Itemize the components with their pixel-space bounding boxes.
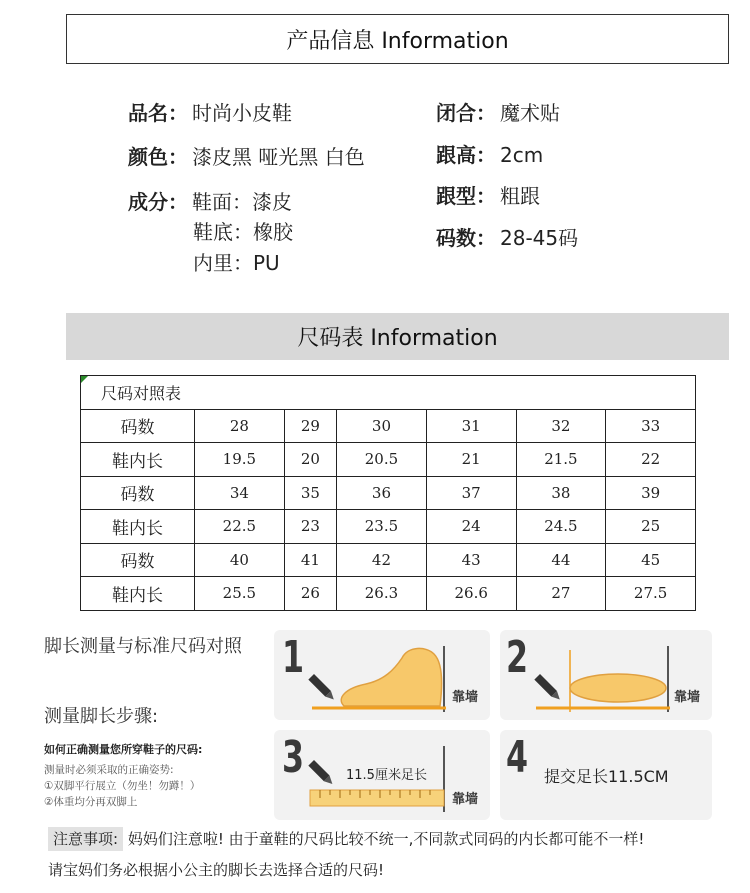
colon: ：	[168, 101, 188, 125]
note-line-1	[48, 828, 644, 849]
step-number: 4	[506, 732, 529, 783]
product-info-title	[66, 14, 729, 64]
step-panel-3	[274, 730, 490, 820]
info-sizes-key: 码数	[436, 226, 476, 250]
step-panel-2	[500, 630, 712, 720]
note-line-2: 请宝妈们务必根据小公主的脚长去选择合适的尺码!	[48, 861, 385, 879]
table-cell: 27.5	[606, 577, 696, 611]
howto-line: 测量时必须采取的正确姿势:	[44, 764, 174, 776]
table-cell: 25.5	[195, 577, 285, 611]
footprint-illustration	[500, 630, 712, 720]
step-panel-1	[274, 630, 490, 720]
howto-title: 如何正确测量您所穿鞋子的尺码:	[44, 743, 203, 756]
info-heel-height-key: 跟高	[436, 143, 476, 167]
submit-length-text: 提交足长11.5CM	[544, 767, 669, 786]
table-cell: 26.6	[426, 577, 516, 611]
table-cell: 40	[195, 543, 285, 577]
info-closure-key: 闭合	[436, 101, 476, 125]
table-cell: 41	[284, 543, 336, 577]
table-row	[81, 476, 696, 510]
table-row	[81, 443, 696, 477]
row-label: 码数	[81, 543, 195, 577]
composition-sole-text: 鞋底：橡胶	[193, 220, 293, 244]
size-chart-header	[66, 313, 729, 360]
table-cell: 25	[606, 510, 696, 544]
table-cell: 36	[337, 476, 427, 510]
table-cell: 42	[337, 543, 427, 577]
ruler-caption: 11.5厘米足长	[346, 768, 427, 783]
table-row	[81, 510, 696, 544]
colon: ：	[476, 184, 496, 208]
table-cell: 23.5	[337, 510, 427, 544]
composition-lining-text: 内里：PU	[193, 251, 280, 275]
table-cell: 32	[516, 409, 606, 443]
info-name-key: 品名	[128, 101, 168, 125]
info-name-value: 时尚小皮鞋	[192, 101, 292, 125]
table-cell: 30	[337, 409, 427, 443]
table-cell: 21.5	[516, 443, 606, 477]
table-cell: 26	[284, 577, 336, 611]
table-cell: 24	[426, 510, 516, 544]
table-cell: 44	[516, 543, 606, 577]
row-label: 码数	[81, 476, 195, 510]
table-cell: 22.5	[195, 510, 285, 544]
steps-heading: 测量脚长步骤:	[44, 706, 159, 727]
row-label: 鞋内长	[81, 577, 195, 611]
info-color-value: 漆皮黑 哑光黑 白色	[192, 145, 365, 169]
table-row	[81, 543, 696, 577]
table-cell: 27	[516, 577, 606, 611]
colon: ：	[476, 226, 496, 250]
info-heel-type-key: 跟型	[436, 184, 476, 208]
info-heel-type-value: 粗跟	[500, 184, 540, 208]
row-label: 码数	[81, 409, 195, 443]
table-cell: 34	[195, 476, 285, 510]
note-text: 妈妈们注意啦! 由于童鞋的尺码比较不统一,不同款式同码的内长都可能不一样!	[123, 830, 645, 848]
info-composition-value: 鞋面：漆皮	[192, 190, 292, 214]
wall-label: 靠墙	[452, 792, 479, 807]
size-table-title-cell	[81, 376, 696, 410]
table-cell: 39	[606, 476, 696, 510]
table-cell: 23	[284, 510, 336, 544]
size-table	[80, 375, 696, 611]
table-cell: 38	[516, 476, 606, 510]
table-cell: 24.5	[516, 510, 606, 544]
howto-line: ①双脚平行展立（勿坐！勿蹲！）	[44, 780, 201, 792]
table-cell: 37	[426, 476, 516, 510]
step-number: 3	[282, 732, 305, 783]
info-color-key: 颜色	[128, 145, 168, 169]
wall-label: 靠墙	[674, 690, 701, 705]
table-cell: 29	[284, 409, 336, 443]
info-sizes-value: 28-45码	[500, 226, 579, 250]
table-row	[81, 577, 696, 611]
info-composition-lining	[193, 249, 280, 277]
step-number: 2	[506, 632, 529, 683]
info-closure	[436, 99, 560, 127]
row-label: 鞋内长	[81, 510, 195, 544]
table-cell: 20	[284, 443, 336, 477]
colon: ：	[476, 143, 496, 167]
info-heel-type	[436, 182, 540, 210]
info-composition-sole	[193, 218, 293, 246]
info-color	[128, 143, 365, 171]
table-cell: 21	[426, 443, 516, 477]
step-number: 1	[282, 632, 305, 683]
note-tag: 注意事项:	[48, 827, 123, 851]
table-cell: 26.3	[337, 577, 427, 611]
info-heel-height-value: 2cm	[500, 143, 544, 167]
info-closure-value: 魔术贴	[500, 101, 560, 125]
info-composition	[128, 188, 292, 216]
table-cell: 33	[606, 409, 696, 443]
row-label: 鞋内长	[81, 443, 195, 477]
info-sizes	[436, 224, 578, 252]
table-cell: 43	[426, 543, 516, 577]
info-composition-key: 成分	[128, 190, 168, 214]
step-panel-4	[500, 730, 712, 820]
table-cell: 19.5	[195, 443, 285, 477]
colon: ：	[168, 145, 188, 169]
table-row	[81, 409, 696, 443]
howto-line: ②体重均分再双脚上	[44, 796, 138, 808]
colon: ：	[168, 190, 188, 214]
colon: ：	[476, 101, 496, 125]
table-cell: 28	[195, 409, 285, 443]
table-cell: 20.5	[337, 443, 427, 477]
table-cell: 35	[284, 476, 336, 510]
size-table-title-row	[81, 376, 696, 410]
size-chart-title: 尺码表 Information	[297, 326, 498, 351]
info-heel-height	[436, 141, 543, 169]
foot-side-illustration	[274, 630, 490, 720]
table-cell: 22	[606, 443, 696, 477]
size-table-title: 尺码对照表	[101, 383, 182, 403]
info-name	[128, 99, 292, 127]
wall-label: 靠墙	[452, 690, 479, 705]
corner-mark	[81, 376, 88, 383]
product-info-title-text: 产品信息 Information	[286, 28, 509, 54]
table-cell: 31	[426, 409, 516, 443]
table-cell: 45	[606, 543, 696, 577]
measurement-heading: 脚长测量与标准尺码对照	[44, 636, 242, 657]
